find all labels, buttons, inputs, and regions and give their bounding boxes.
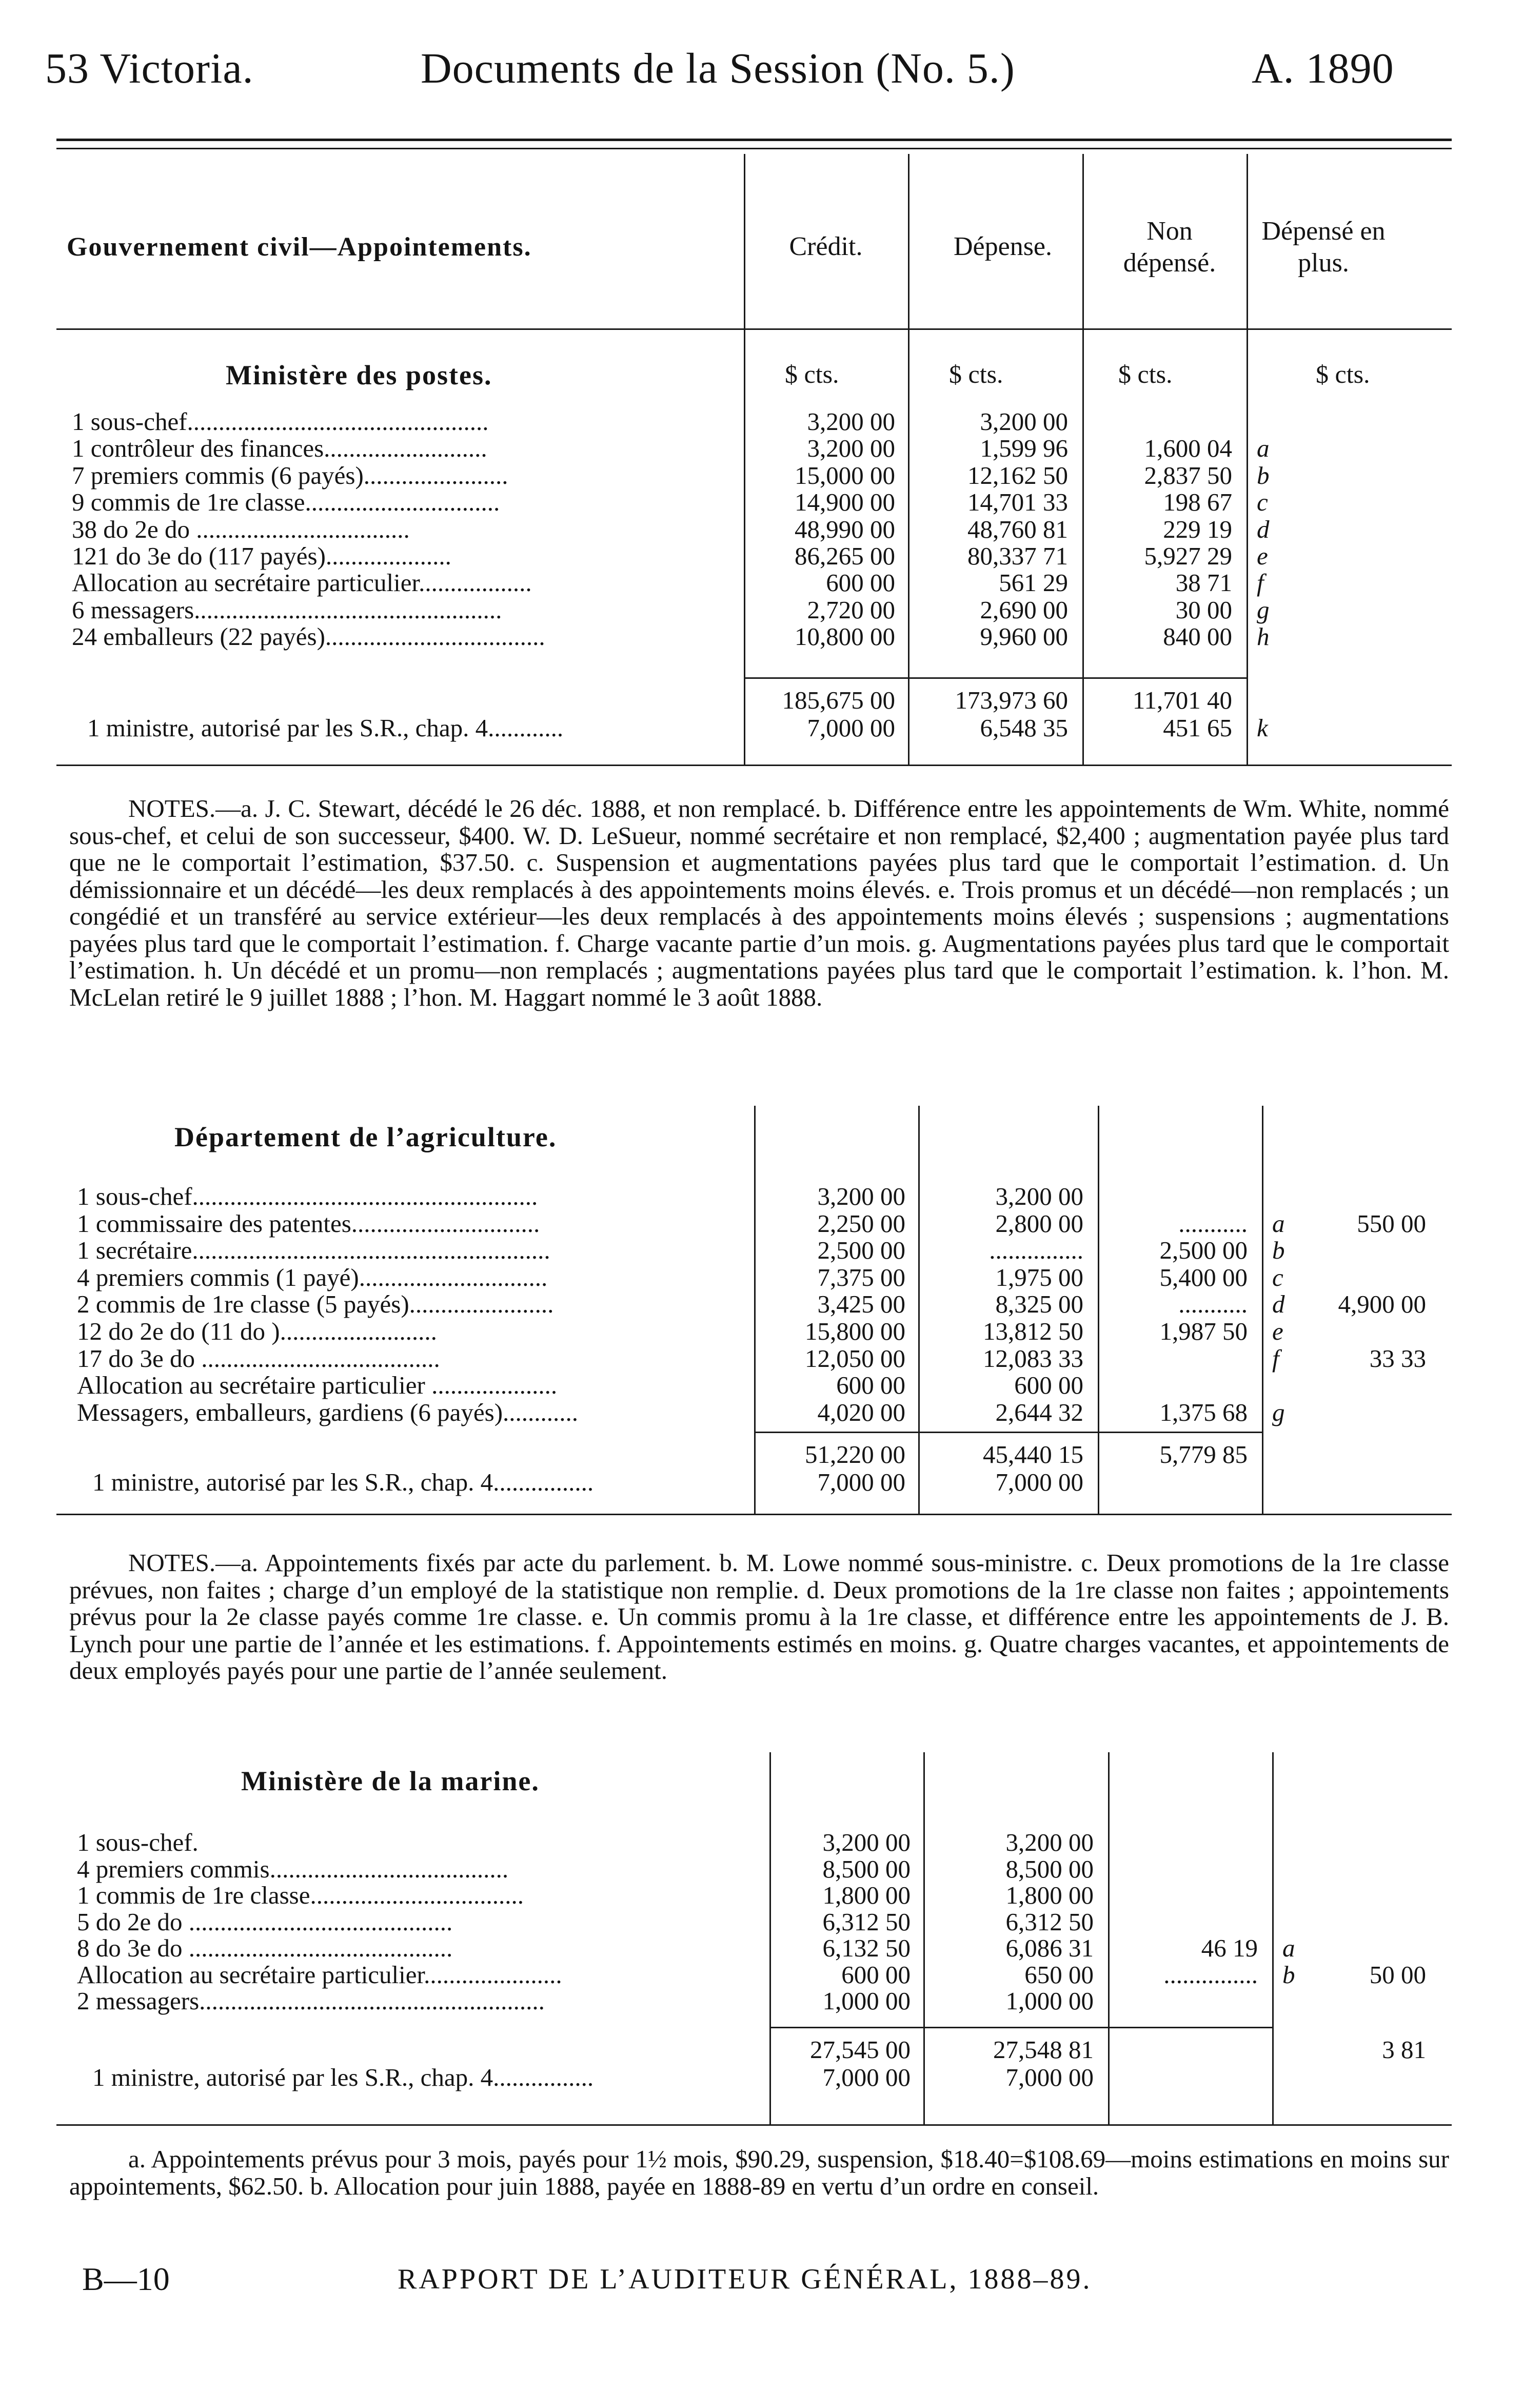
postes-column-rule-4 <box>1247 154 1248 765</box>
marine-row-non-depense: ............... <box>1163 1961 1258 1989</box>
postes-row-note-ref: c <box>1257 488 1268 516</box>
postes-row-note-ref: f <box>1257 569 1264 597</box>
agriculture-total-credit: 51,220 00 <box>805 1440 905 1469</box>
marine-row-label: 8 do 3e do .......................................... <box>77 1934 453 1962</box>
postes-row-note-ref: h <box>1257 622 1270 651</box>
postes-row-label: 38 do 2e do .................................. <box>72 515 410 543</box>
postes-row-credit: 48,990 00 <box>795 515 895 543</box>
marine-row-depense: 650 00 <box>1024 1961 1094 1989</box>
marine-row-depense-plus: 50 00 <box>1369 1961 1426 1989</box>
agriculture-row-note-ref: c <box>1272 1263 1283 1291</box>
marine-row-label: 4 premiers commis...................................... <box>77 1855 509 1883</box>
agriculture-row-credit: 2,250 00 <box>817 1209 905 1238</box>
currency-unit-depense-plus: $ cts. <box>1316 360 1370 388</box>
agriculture-row-note-ref: f <box>1272 1344 1279 1373</box>
agriculture-notes: NOTES.—a. Appointements fixés par acte du parlement. b. M. Lowe nommé sous-ministre. c. Deux promotions de la 1re classe prévues, non faites ; charge d’un employé de la statistique non remplie. d. Deux promotions de la 1re classe non faites ; appointements prévus pour la 2e classe payés comme 1re classe. e. Un commis promu à la 1re classe, et différence entre les appointements de J. B. Lynch pour une partie de l’année et les estimations. f. Appointements estimés en moins. g. Quatre charges vacantes, et appointements de deux employés payés pour une partie de l’année seulement. <box>69 1549 1449 1685</box>
postes-row-label: 6 messagers................................................. <box>72 596 502 624</box>
agriculture-row-depense-plus: 4,900 00 <box>1338 1290 1426 1318</box>
postes-row-depense: 14,701 33 <box>967 488 1068 516</box>
agriculture-row-note-ref: g <box>1272 1398 1285 1426</box>
postes-row-non-depense: 5,927 29 <box>1144 542 1232 570</box>
postes-row-non-depense: 229 19 <box>1163 515 1232 543</box>
marine-row-credit: 6,312 50 <box>822 1908 911 1936</box>
marine-total-depense: 27,548 81 <box>993 2035 1094 2064</box>
postes-row-non-depense: 840 00 <box>1163 622 1232 651</box>
postes-row-depense: 9,960 00 <box>980 622 1068 651</box>
marine-row-depense: 3,200 00 <box>1005 1828 1094 1856</box>
marine-row-credit: 6,132 50 <box>822 1934 911 1962</box>
agriculture-row-depense-plus: 550 00 <box>1357 1209 1426 1238</box>
agriculture-row-depense: 600 00 <box>1014 1371 1083 1399</box>
postes-row-note-ref: e <box>1257 542 1268 570</box>
marine-row-credit: 1,800 00 <box>822 1881 911 1909</box>
agriculture-ministre-depense: 7,000 00 <box>995 1468 1083 1496</box>
marine-ministre-label: 1 ministre, autorisé par les S.R., chap. 4................ <box>92 2063 594 2091</box>
agriculture-row-depense: 13,812 50 <box>983 1317 1083 1345</box>
postes-row-note-ref: b <box>1257 461 1270 490</box>
agriculture-row-label: 12 do 2e do (11 do )......................... <box>77 1317 437 1345</box>
marine-row-label: 2 messagers....................................................... <box>77 1987 545 2015</box>
postes-total-rule <box>744 677 1247 679</box>
agriculture-row-note-ref: b <box>1272 1236 1285 1264</box>
marine-row-depense: 6,086 31 <box>1005 1934 1094 1962</box>
marine-total-rule <box>769 2027 1272 2028</box>
marine-row-depense: 1,000 00 <box>1005 1987 1094 2015</box>
agriculture-row-label: 1 commissaire des patentes.............................. <box>77 1209 540 1238</box>
marine-row-note-ref: b <box>1282 1961 1295 1989</box>
agriculture-row-non-depense: 2,500 00 <box>1159 1236 1248 1264</box>
postes-ministre-credit: 7,000 00 <box>807 714 895 742</box>
marine-total-depense-plus: 3 81 <box>1382 2035 1426 2064</box>
postes-row-label: 1 sous-chef................................................ <box>72 407 489 436</box>
postes-notes: NOTES.—a. J. C. Stewart, décédé le 26 déc. 1888, et non remplacé. b. Différence entre les appointements de Wm. White, nommé sous-chef, et celui de son successeur, $400. W. D. LeSueur, nommé secrétaire et non remplacé, $2,400 ; augmentation payée plus tard que ne le comportait l’estimation, $37.50. c. Suspension et augmentations payées plus tard que le comportait l’estimation. d. Un démissionnaire et un décédé—les deux remplacés à des appointements moins élevés. e. Trois promus et un décédé—non remplacés ; un congédié et un transféré au service extérieur—les deux remplacés à des appointements moins élevés ; suspensions ; augmentations payées plus tard que le comportait l’estimation. f. Charge vacante partie d’un mois. g. Augmentations payées plus tard que le comportait l’estimation. h. Un décédé et un promu—non remplacés ; augmentations payées plus tard que le comportait l’estimation. k. l’hon. M. McLelan retiré le 9 juillet 1888 ; l’hon. M. Haggart nommé le 3 août 1888. <box>69 794 1449 1011</box>
postes-row-depense: 561 29 <box>999 569 1068 597</box>
agriculture-row-credit: 2,500 00 <box>817 1236 905 1264</box>
agriculture-row-label: Messagers, emballeurs, gardiens (6 payés)............ <box>77 1398 579 1426</box>
marine-ministre-depense: 7,000 00 <box>1005 2063 1094 2091</box>
postes-ministre-depense: 6,548 35 <box>980 714 1068 742</box>
marine-row-depense: 8,500 00 <box>1005 1855 1094 1883</box>
marine-notes: a. Appointements prévus pour 3 mois, payés pour 1½ mois, $90.29, suspension, $18.40=$108.69—moins estimations en moins sur appointements, $62.50. b. Allocation pour juin 1888, payée en 1888-89 en vertu d’un ordre en conseil. <box>69 2145 1449 2200</box>
postes-row-non-depense: 30 00 <box>1175 596 1232 624</box>
agriculture-row-depense: ............... <box>989 1236 1083 1264</box>
agriculture-row-depense: 12,083 33 <box>983 1344 1083 1373</box>
agriculture-row-credit: 600 00 <box>836 1371 905 1399</box>
agriculture-row-note-ref: a <box>1272 1209 1285 1238</box>
postes-total-credit: 185,675 00 <box>782 686 895 714</box>
col-header-depense: Dépense. <box>953 232 1053 261</box>
postes-row-credit: 14,900 00 <box>795 488 895 516</box>
marine-column-rule-4 <box>1272 1752 1274 2124</box>
agriculture-row-label: 1 secrétaire......................................................... <box>77 1236 550 1264</box>
agriculture-total-rule <box>754 1432 1262 1433</box>
agriculture-row-depense: 1,975 00 <box>995 1263 1083 1291</box>
agriculture-row-credit: 15,800 00 <box>805 1317 905 1345</box>
agriculture-row-note-ref: d <box>1272 1290 1285 1318</box>
agriculture-row-label: 4 premiers commis (1 payé).............................. <box>77 1263 548 1291</box>
postes-row-label: 121 do 3e do (117 payés).................... <box>72 542 451 570</box>
marine-row-credit: 600 00 <box>841 1961 911 1989</box>
agriculture-row-non-depense: ........... <box>1178 1209 1248 1238</box>
marine-row-label: 1 sous-chef. <box>77 1828 199 1856</box>
agriculture-row-non-depense: ........... <box>1178 1290 1248 1318</box>
agriculture-total-non-depense: 5,779 85 <box>1159 1440 1248 1469</box>
agriculture-section-title: Département de l’agriculture. <box>174 1122 557 1152</box>
postes-total-depense: 173,973 60 <box>955 686 1068 714</box>
agriculture-row-credit: 3,200 00 <box>817 1182 905 1210</box>
agriculture-row-depense: 2,644 32 <box>995 1398 1083 1426</box>
postes-row-label: 24 emballeurs (22 payés)................................... <box>72 622 545 651</box>
marine-row-note-ref: a <box>1282 1934 1295 1962</box>
postes-row-credit: 86,265 00 <box>795 542 895 570</box>
agriculture-ministre-label: 1 ministre, autorisé par les S.R., chap. 4................ <box>92 1468 594 1496</box>
header-year: A. 1890 <box>1252 45 1394 92</box>
marine-row-credit: 1,000 00 <box>822 1987 911 2015</box>
postes-ministre-note-ref: k <box>1257 714 1268 742</box>
agriculture-row-label: 2 commis de 1re classe (5 payés)....................... <box>77 1290 554 1318</box>
column-header-rule <box>56 328 1452 330</box>
agriculture-ministre-credit: 7,000 00 <box>817 1468 905 1496</box>
marine-row-non-depense: 46 19 <box>1201 1934 1258 1962</box>
agriculture-row-label: Allocation au secrétaire particulier .................... <box>77 1371 558 1399</box>
postes-row-note-ref: g <box>1257 596 1270 624</box>
postes-bottom-rule <box>56 765 1452 766</box>
postes-row-depense: 80,337 71 <box>967 542 1068 570</box>
postes-row-credit: 3,200 00 <box>807 407 895 436</box>
postes-row-credit: 10,800 00 <box>795 622 895 651</box>
postes-row-depense: 2,690 00 <box>980 596 1068 624</box>
postes-row-note-ref: a <box>1257 434 1270 462</box>
marine-row-depense: 6,312 50 <box>1005 1908 1094 1936</box>
agriculture-row-credit: 3,425 00 <box>817 1290 905 1318</box>
header-document-title: Documents de la Session (No. 5.) <box>421 45 1015 92</box>
marine-row-label: 1 commis de 1re classe.................................. <box>77 1881 524 1909</box>
col-header-depense-plus: Dépensé en plus. <box>1261 217 1386 278</box>
postes-row-non-depense: 38 71 <box>1175 569 1232 597</box>
currency-unit-credit: $ cts. <box>785 360 839 388</box>
postes-row-depense: 3,200 00 <box>980 407 1068 436</box>
agriculture-row-depense: 3,200 00 <box>995 1182 1083 1210</box>
postes-row-non-depense: 1,600 04 <box>1144 434 1232 462</box>
agriculture-row-depense-plus: 33 33 <box>1369 1344 1426 1373</box>
agriculture-row-credit: 12,050 00 <box>805 1344 905 1373</box>
currency-unit-non-depense: $ cts. <box>1118 360 1173 388</box>
agriculture-row-label: 17 do 3e do ...................................... <box>77 1344 440 1373</box>
marine-bottom-rule <box>56 2124 1452 2126</box>
table-title: Gouvernement civil—Appointements. <box>67 232 532 262</box>
agriculture-column-rule-4 <box>1262 1106 1263 1514</box>
postes-total-non-depense: 11,701 40 <box>1132 686 1232 714</box>
marine-row-depense: 1,800 00 <box>1005 1881 1094 1909</box>
footer-report-title: RAPPORT DE L’AUDITEUR GÉNÉRAL, 1888–89. <box>398 2263 1092 2295</box>
agriculture-row-depense: 8,325 00 <box>995 1290 1083 1318</box>
marine-row-credit: 3,200 00 <box>822 1828 911 1856</box>
col-header-non-depense: Non dépensé. <box>1123 217 1216 278</box>
agriculture-row-non-depense: 1,375 68 <box>1159 1398 1248 1426</box>
postes-ministre-non-depense: 451 65 <box>1163 714 1232 742</box>
postes-row-label: 7 premiers commis (6 payés)....................... <box>72 461 508 490</box>
postes-row-label: 9 commis de 1re classe............................... <box>72 488 500 516</box>
footer-page-number: B—10 <box>82 2261 170 2297</box>
agriculture-row-depense: 2,800 00 <box>995 1209 1083 1238</box>
header-rule-bottom <box>56 148 1452 149</box>
marine-total-credit: 27,545 00 <box>810 2035 911 2064</box>
postes-row-label: Allocation au secrétaire particulier.................. <box>72 569 532 597</box>
postes-row-note-ref: d <box>1257 515 1270 543</box>
postes-row-credit: 2,720 00 <box>807 596 895 624</box>
marine-section-title: Ministère de la marine. <box>241 1766 540 1796</box>
agriculture-row-non-depense: 5,400 00 <box>1159 1263 1248 1291</box>
postes-row-credit: 600 00 <box>826 569 895 597</box>
agriculture-row-note-ref: e <box>1272 1317 1283 1345</box>
col-header-credit: Crédit. <box>789 232 863 261</box>
postes-section-title: Ministère des postes. <box>226 360 492 390</box>
agriculture-row-non-depense: 1,987 50 <box>1159 1317 1248 1345</box>
marine-row-credit: 8,500 00 <box>822 1855 911 1883</box>
header-session-year: 53 Victoria. <box>45 45 254 92</box>
postes-ministre-label: 1 ministre, autorisé par les S.R., chap. 4............ <box>87 714 564 742</box>
marine-row-label: Allocation au secrétaire particulier...................... <box>77 1961 562 1989</box>
currency-unit-depense: $ cts. <box>949 360 1003 388</box>
postes-row-depense: 12,162 50 <box>967 461 1068 490</box>
postes-row-depense: 1,599 96 <box>980 434 1068 462</box>
postes-row-credit: 3,200 00 <box>807 434 895 462</box>
agriculture-row-label: 1 sous-chef....................................................... <box>77 1182 538 1210</box>
postes-row-non-depense: 2,837 50 <box>1144 461 1232 490</box>
header-rule-top <box>56 139 1452 141</box>
marine-ministre-credit: 7,000 00 <box>822 2063 911 2091</box>
agriculture-row-credit: 7,375 00 <box>817 1263 905 1291</box>
postes-row-non-depense: 198 67 <box>1163 488 1232 516</box>
agriculture-row-credit: 4,020 00 <box>817 1398 905 1426</box>
postes-row-depense: 48,760 81 <box>967 515 1068 543</box>
agriculture-bottom-rule <box>56 1514 1452 1515</box>
postes-row-label: 1 contrôleur des finances.......................... <box>72 434 487 462</box>
agriculture-total-depense: 45,440 15 <box>983 1440 1083 1469</box>
marine-row-label: 5 do 2e do .......................................... <box>77 1908 453 1936</box>
postes-row-credit: 15,000 00 <box>795 461 895 490</box>
